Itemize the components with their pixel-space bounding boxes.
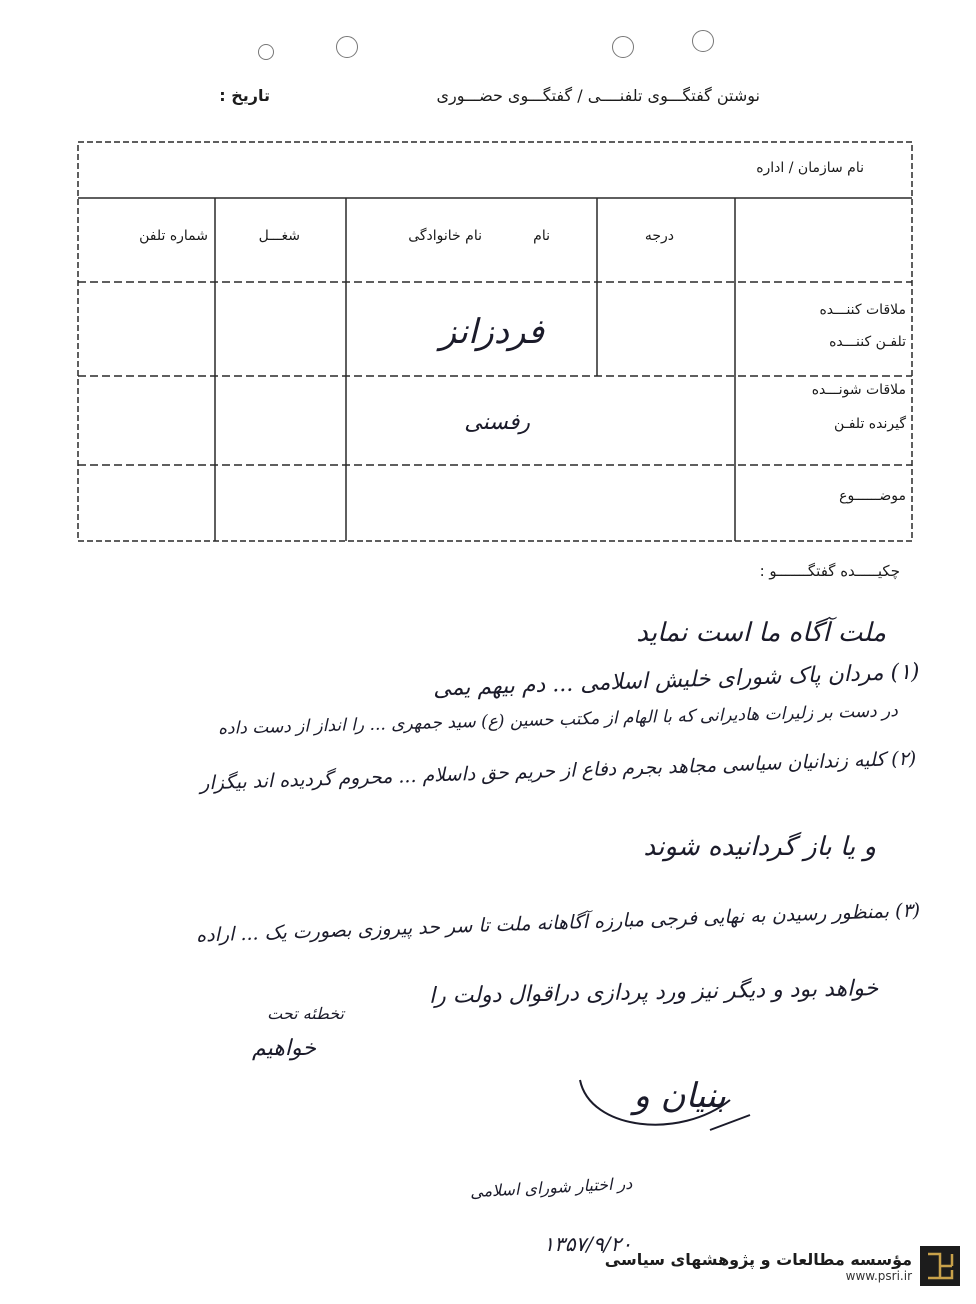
institute-branding [605,1250,912,1283]
signature-stroke [560,1060,760,1150]
summary-line-4: (۲) کلیه زندانیان سیاسی مجاهد بجرم دفاع از حریم حق داسلام ... محروم گردیده اند بیگزار [199,747,917,795]
col-job: شغـــل [258,228,300,244]
institute-logo-icon [920,1246,960,1286]
institute-url: www.psri.ir [845,1269,912,1283]
col-family: نام خانوادگی [408,228,482,244]
caller-name-handwritten: فردزانز [439,312,544,352]
receiver-name-handwritten: رفسنی [464,410,530,435]
institute-name: مؤسسه مطالعات و پژوهشهای سیاسی [604,1250,912,1269]
summary-line-2: (۱) مردان پاک شورای خلیش اسلامی ... دم بیهم یمی [433,659,921,702]
row-visitor: ملاقات کننـــده [819,302,906,318]
row-visited: ملاقات شونـــده [811,382,906,398]
row-subject: موضــــــوع [839,488,906,504]
summary-line-1: ملت آگاه ما است نماید [636,618,886,648]
col-name: نام [533,228,550,244]
row-caller: تلفـن کننـــده [829,334,906,350]
org-label: نام سازمان / اداره [756,160,864,176]
summary-line-6: (۳) بمنظور رسیدن به نهایی فرجی مبارزه آگاهانه ملت تا سر حد پیروزی بصورت یک ... اراده [195,899,921,947]
summary-line-3: در دست بر زلیرات هادیرانی که با الهام از مکتب حسین (ع) سید جمهری ... را انداز از دست داده [217,701,899,739]
summary-label: چکیـــــده گفتگـــــــو : [759,562,900,580]
summary-line-7: خواهد بود و دیگر نیز ورد پردازی دراقوال دولت را [428,976,879,1009]
signature: بنیان و [633,1076,726,1116]
footer-note: در اختیار شورای اسلامی [469,1173,633,1202]
col-phone: شماره تلفن [139,228,208,244]
summary-line-9: خواهیم [252,1036,316,1061]
date-label: تاریخ : [219,86,270,105]
col-rank: درجه [644,228,674,244]
footer-date: ۱۳۵۷/۹/۲۰ [543,1232,632,1256]
summary-line-5: و یا باز گردانیده شوند [643,832,876,862]
form-title: نوشتن گفتگـــوی تلفنــــی / گفتگـــوی حضـــوری [436,86,760,105]
row-receiver: گیرنده تلفـن [833,416,906,432]
summary-line-8: تخطئه تحت [267,1004,344,1023]
form-table [0,0,976,600]
